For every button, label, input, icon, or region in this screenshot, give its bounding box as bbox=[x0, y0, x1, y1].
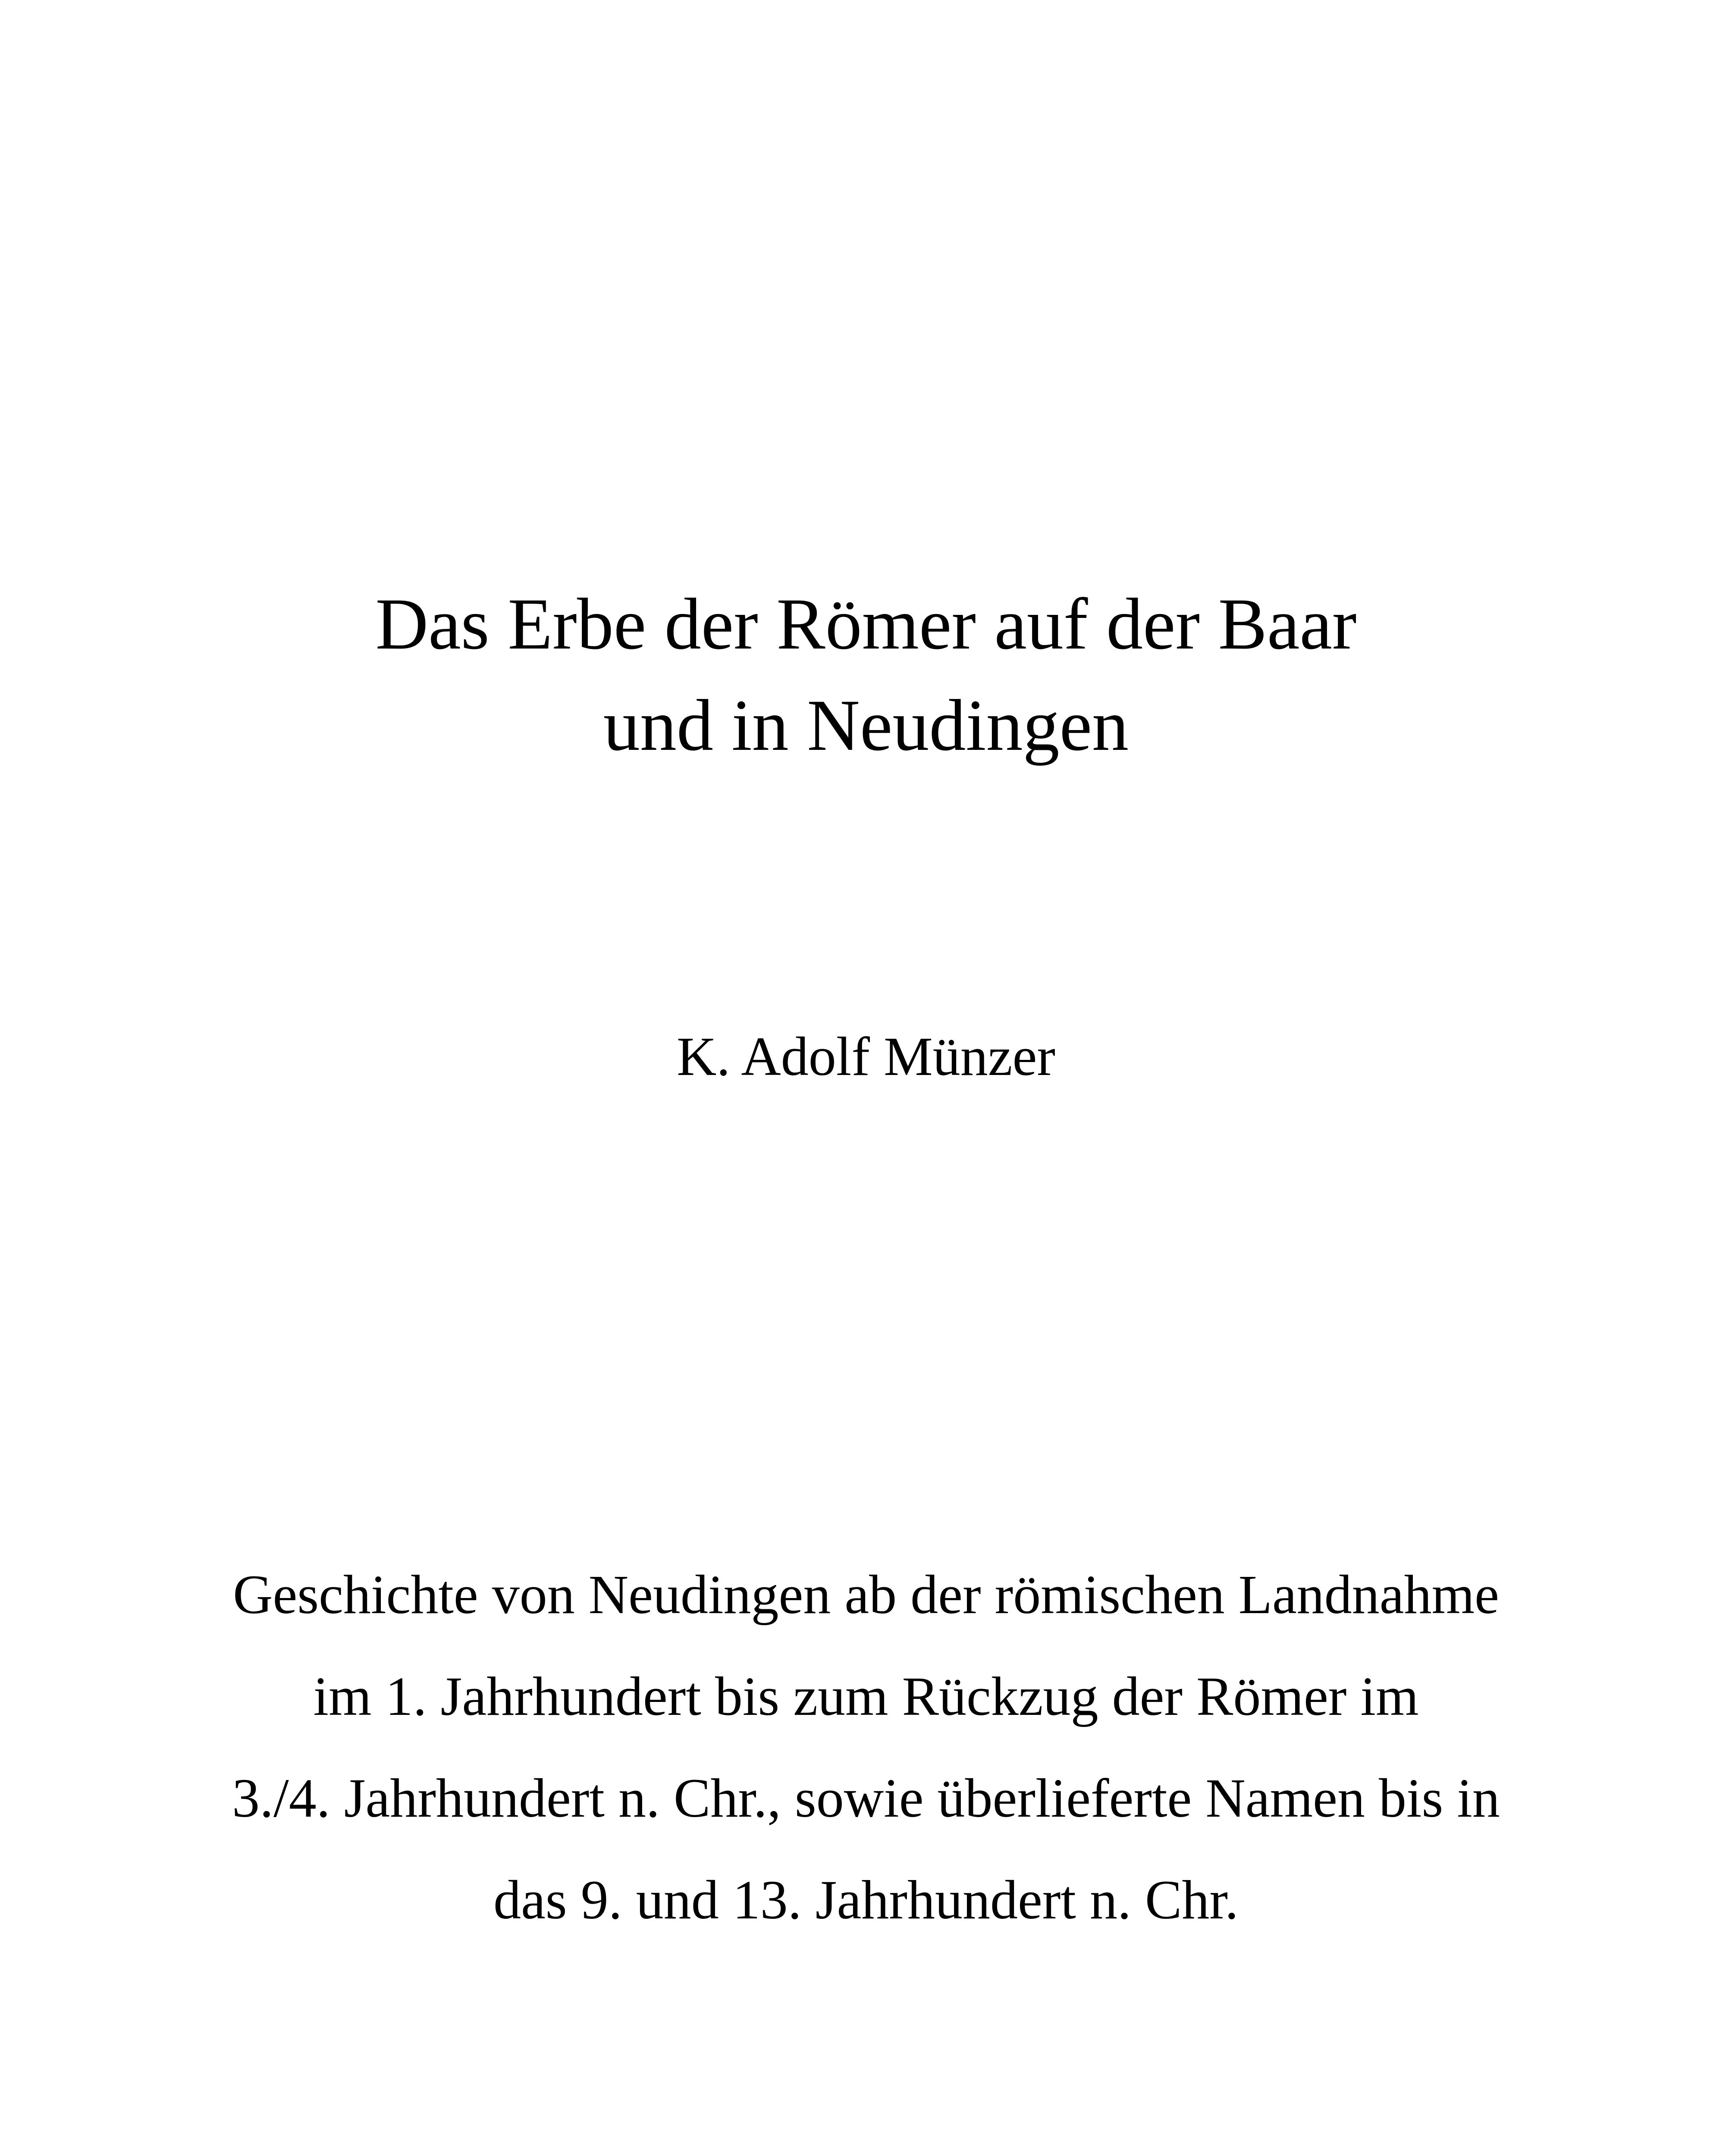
document-title bbox=[0, 573, 1732, 776]
title-line-2: und in Neudingen bbox=[603, 685, 1129, 766]
title-line-1: Das Erbe der Römer auf der Baar bbox=[375, 583, 1357, 664]
subtitle-line-2: im 1. Jahrhundert bis zum Rückzug der Römer im bbox=[313, 1666, 1419, 1727]
subtitle-line-3: 3./4. Jahrhundert n. Chr., sowie überlieferte Namen bis in bbox=[232, 1767, 1500, 1829]
subtitle-line-1: Geschichte von Neudingen ab der römischen Landnahme bbox=[233, 1564, 1499, 1625]
subtitle-line-4: das 9. und 13. Jahrhundert n. Chr. bbox=[493, 1869, 1239, 1930]
document-subtitle bbox=[0, 1544, 1732, 1951]
author-name: K. Adolf Münzer bbox=[676, 1026, 1056, 1087]
